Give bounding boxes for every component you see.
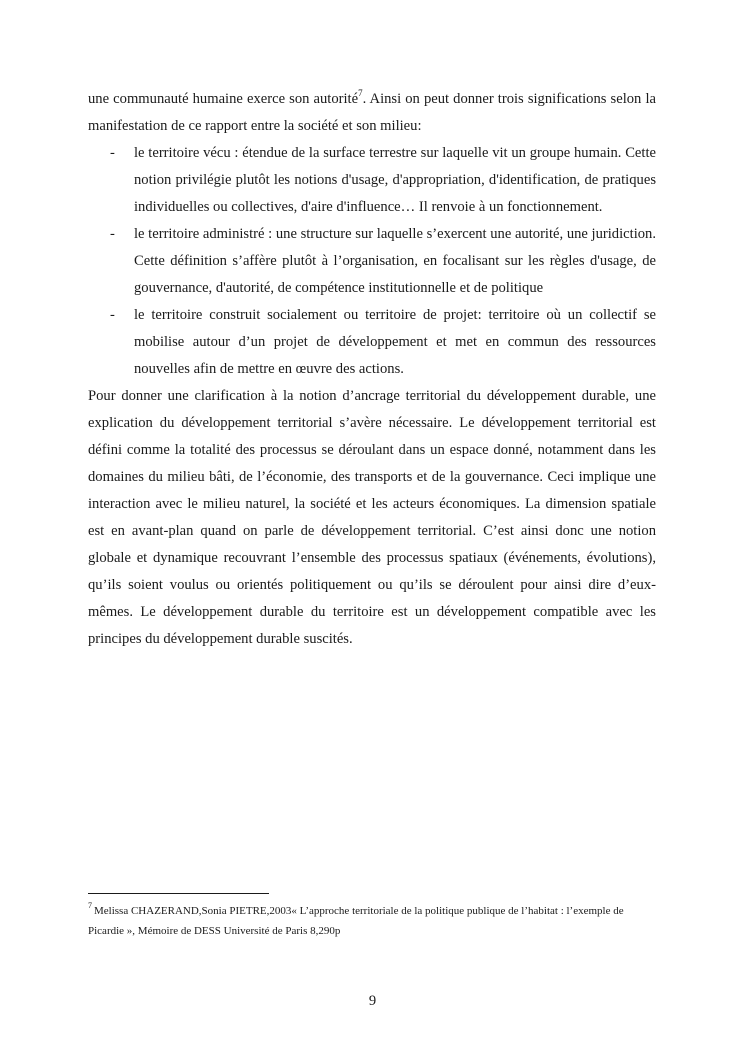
footnote-text: Melissa CHAZERAND,Sonia PIETRE,2003« L’approche territoriale de la politique publique de l’habitat : l’exemple de Picardie », Mémoire de DESS Université de Paris 8,290p: [88, 905, 624, 937]
intro-text-start: une communauté humaine exerce son autorité: [88, 91, 359, 107]
dash-marker: -: [110, 307, 115, 323]
list-item: [88, 140, 656, 221]
bullet-list: [88, 140, 656, 383]
dash-marker: -: [110, 226, 115, 242]
intro-paragraph: [88, 86, 656, 140]
footnote-separator: [88, 893, 269, 894]
footnote: [88, 901, 656, 941]
dash-marker: -: [110, 145, 115, 161]
list-item: [88, 221, 656, 302]
list-item-text: le territoire construit socialement ou territoire de projet: territoire où un collectif se mobilise autour d’un projet de développement et met en commun des ressources nouvelles afin de mettre en œuvre des actions.: [134, 307, 656, 377]
list-item-text: le territoire vécu : étendue de la surface terrestre sur laquelle vit un groupe humain. Cette notion privilégie plutôt les notions d'usage, d'appropriation, d'identification, de pratiques individuelles ou collectives, d'aire d'influence… Il renvoie à un fonctionnement.: [134, 145, 656, 215]
intro-text-end: . Ainsi on peut donner trois significations selon la manifestation de ce rapport entre la société et son milieu:: [88, 91, 656, 134]
footnote-reference[interactable]: 7: [358, 88, 363, 99]
page-number: 9: [368, 993, 377, 1009]
list-item-text: le territoire administré : une structure sur laquelle s’exercent une autorité, une juridiction. Cette définition s’affère plutôt à l’organisation, en focalisant sur les règles d'usage, de gouvernance, d'autorité, de compétence institutionnelle et de politique: [134, 226, 656, 296]
footnote-number: 7: [88, 901, 92, 911]
list-item: [88, 302, 656, 383]
body-text: [88, 86, 656, 653]
main-paragraph: Pour donner une clarification à la notion d’ancrage territorial du développement durable, une explication du développement territorial s’avère nécessaire. Le développement territorial est défini comme la totalité des processus se déroulant dans un espace donné, notamment dans les domaines du milieu bâti, de l’économie, des transports et de la gouvernance. Ceci implique une interaction avec le milieu naturel, la société et les acteurs économiques. La dimension spatiale est en avant-plan quand on parle de développement territorial. C’est ainsi donc une notion globale et dynamique recouvrant l’ensemble des processus spatiaux (événements, évolutions), qu’ils soient voulus ou orientés politiquement ou qu’ils se déroulent pour ainsi dire d’eux-mêmes. Le développement durable du territoire est un développement compatible avec les principes du développement durable suscités.: [88, 388, 656, 647]
